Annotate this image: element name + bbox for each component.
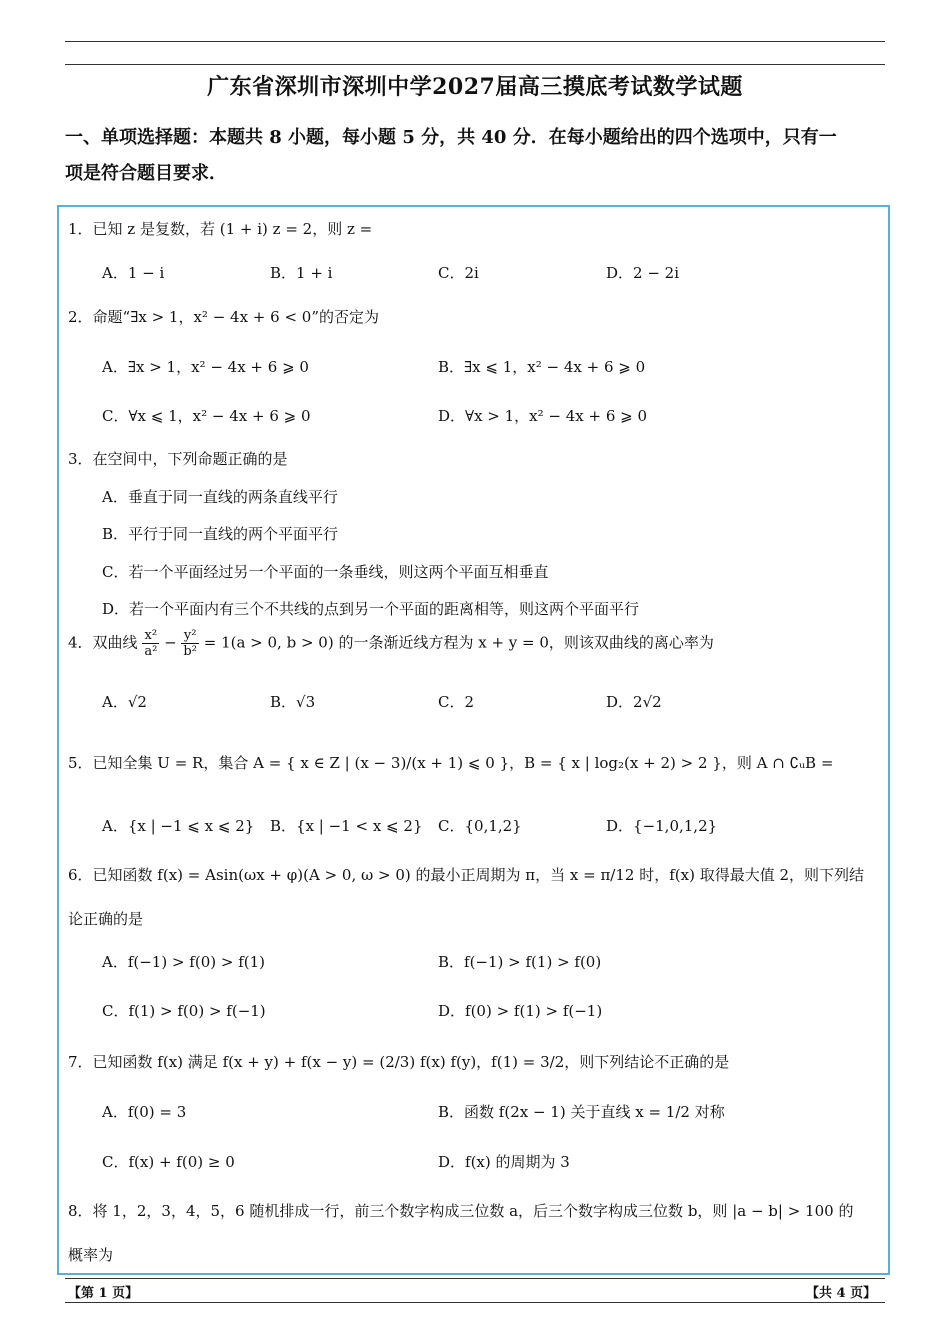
q5-option-c: C．{0,1,2} [438,817,522,835]
q4-stem-suffix: = 1(a > 0, b > 0) 的一条渐近线方程为 x + y = 0，则该双曲线的离心率为 [203,633,714,652]
footer-rule-top [65,1278,885,1279]
section-heading-line1: 一、单项选择题：本题共 8 小题，每小题 5 分，共 40 分．在每小题给出的四个选项中，只有一 [65,127,837,148]
q2-option-d: D．∀x > 1，x² − 4x + 6 ⩾ 0 [438,407,648,425]
q4-fraction-x [142,628,159,659]
q4-option-a: A．√2 [102,693,147,711]
page-title: 广东省深圳市深圳中学2027届高三摸底考试数学试题 [207,74,743,100]
q5-option-b: B．{x | −1 < x ⩽ 2} [270,817,423,835]
question-2-stem: 2．命题“∃x > 1，x² − 4x + 6 < 0”的否定为 [68,308,380,326]
q3-option-d: D．若一个平面内有三个不共线的点到另一个平面的距离相等，则这两个平面平行 [102,600,640,618]
q5-option-a: A．{x | −1 ⩽ x ⩽ 2} [102,817,255,835]
footer-total-pages: 【共 4 页】 [806,1286,877,1301]
question-1-stem: 1．已知 z 是复数，若 (1 + i) z = 2，则 z = [68,220,373,238]
question-4-stem: 4．双曲线 $\frac{\text{x²}}{\text{a²}}$ − $\frac{\text{y²}}{\text{b²}}$ = 1(a > 0, b > 0) 的一条渐近线方程为 x + y = 0，则该双曲线的离心率为 [68,628,714,659]
q7-option-d: D．f(x) 的周期为 3 [438,1153,570,1171]
q2-option-b: B．∃x ⩽ 1，x² − 4x + 6 ⩾ 0 [438,358,646,376]
question-3-stem: 3．在空间中，下列命题正确的是 [68,450,288,468]
footer-rule-bottom [65,1302,885,1303]
q3-option-c: C．若一个平面经过另一个平面的一条垂线，则这两个平面互相垂直 [102,563,549,581]
q2-option-a: A．∃x > 1，x² − 4x + 6 ⩾ 0 [102,358,309,376]
q5-option-d: D．{−1,0,1,2} [606,817,718,835]
q6-option-a: A．f(−1) > f(0) > f(1) [102,953,266,971]
q1-option-a: A．1 − i [102,264,165,282]
question-8-stem-line1: 8．将 1，2，3，4，5，6 随机排成一行，前三个数字构成三位数 a，后三个数字构成三位数 b，则 |a − b| > 100 的 [68,1202,854,1220]
question-8-stem-line2: 概率为 [68,1246,114,1264]
q7-option-a: A．f(0) = 3 [102,1103,187,1121]
q4-option-c: C．2 [438,693,475,711]
q6-option-d: D．f(0) > f(1) > f(−1) [438,1002,603,1020]
q4-option-b: B．√3 [270,693,316,711]
q4-frac-x-num: x² [142,628,159,644]
q3-option-a: A．垂直于同一直线的两条直线平行 [102,488,338,506]
q4-frac-y-num: y² [181,628,199,644]
top-rule-1 [65,41,885,42]
q7-option-b: B．函数 f(2x − 1) 关于直线 x = 1/2 对称 [438,1103,725,1121]
q4-stem-prefix: 4．双曲线 [68,633,138,652]
q4-fraction-y [181,628,199,659]
q1-option-b: B．1 + i [270,264,333,282]
footer-page-number: 【第 1 页】 [68,1286,139,1301]
question-6-stem-line1: 6．已知函数 f(x) = Asin(ωx + φ)(A > 0, ω > 0) 的最小正周期为 π，当 x = π/12 时，f(x) 取得最大值 2，则下列结 [68,866,865,884]
question-6-stem-line2: 论正确的是 [68,910,144,928]
q6-option-c: C．f(1) > f(0) > f(−1) [102,1002,266,1020]
q7-option-c: C．f(x) + f(0) ≥ 0 [102,1153,235,1171]
q1-option-c: C．2i [438,264,479,282]
q3-option-b: B．平行于同一直线的两个平面平行 [102,525,339,543]
q2-option-c: C．∀x ⩽ 1，x² − 4x + 6 ⩾ 0 [102,407,311,425]
question-7-stem: 7．已知函数 f(x) 满足 f(x + y) + f(x − y) = (2/3) f(x) f(y)，f(1) = 3/2，则下列结论不正确的是 [68,1053,730,1071]
top-rule-2 [65,64,885,65]
q6-option-b: B．f(−1) > f(1) > f(0) [438,953,602,971]
section-heading-line2: 项是符合题目要求． [65,163,227,184]
q4-frac-x-den: a² [144,644,158,659]
q4-option-d: D．2√2 [606,693,662,711]
q1-option-d: D．2 − 2i [606,264,680,282]
q4-frac-y-den: b² [183,644,197,659]
question-5-stem: 5．已知全集 U = R，集合 A = { x ∈ Z | (x − 3)/(x + 1) ⩽ 0 }，B = { x | log₂(x + 2) > 2 }，则 A ∩ ∁ᵤB = [68,754,834,772]
